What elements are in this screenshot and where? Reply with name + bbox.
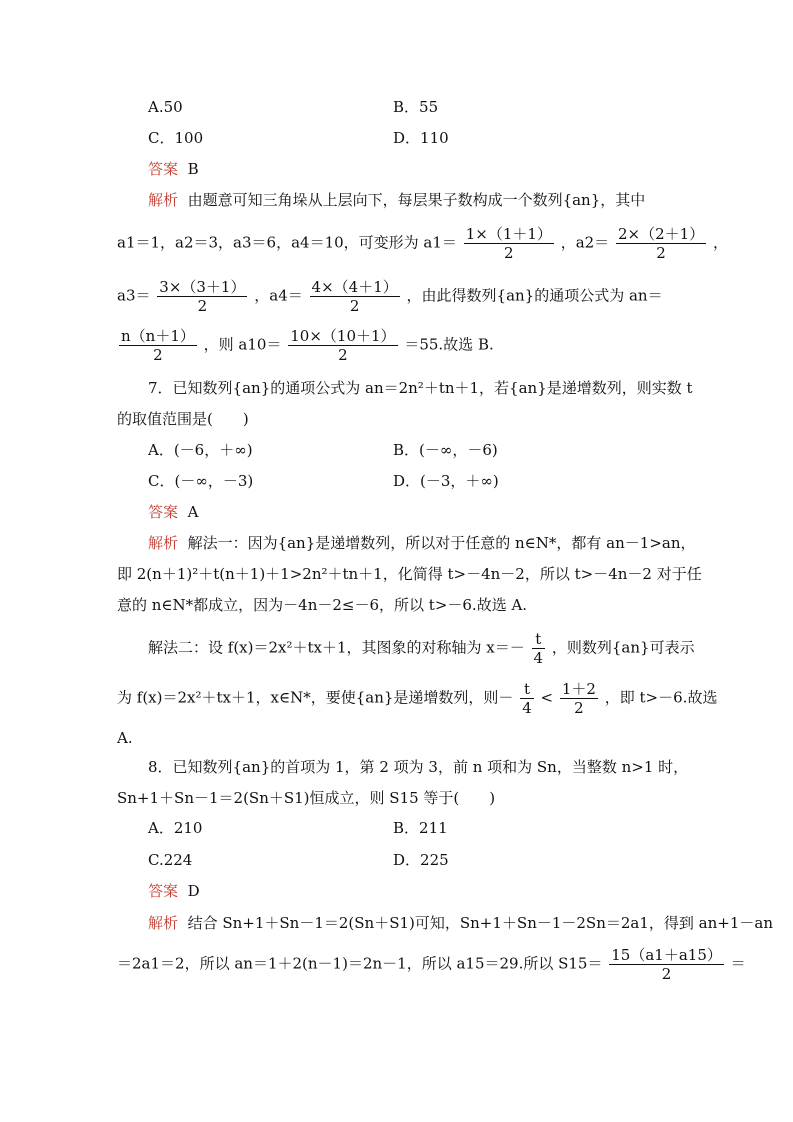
q8-stem-2: Sn+1＋Sn－1＝2(Sn＋S1)恒成立，则 S15 等于( ) — [117, 789, 496, 807]
q6-option-c: C．100 — [148, 129, 204, 147]
fraction: $\frac{3\times(3+1)}{2}$ — [159, 278, 246, 315]
fraction: $\frac{4\times(4+1)}{2}$ — [311, 278, 398, 315]
q6-option-a: A.50 — [148, 98, 183, 116]
analysis-text: 解法一：因为{an}是递增数列，所以对于任意的 n∈N*，都有 an－1>an， — [187, 534, 696, 552]
q6-answer — [148, 159, 199, 179]
q8-stem-1: 8．已知数列{an}的首项为 1，第 2 项为 3，前 n 项和为 Sn，当整数 n>1 时， — [148, 758, 689, 776]
answer-value: D — [187, 882, 200, 900]
analysis-text: a3＝ — [117, 286, 151, 305]
q6-analysis-line-2 — [117, 225, 728, 262]
answer-label: 答案 — [148, 160, 179, 178]
fraction: $\frac{1\times(1+1)}{2}$ — [465, 225, 552, 262]
analysis-text: 解法二：设 f(x)＝2x²＋tx＋1，其图象的对称轴为 x＝－ — [148, 638, 525, 657]
analysis-label: 解析 — [148, 914, 179, 932]
q7-option-b: B．(－∞，－6) — [393, 441, 498, 459]
fraction: $\frac{10\times(10+1)}{2}$ — [290, 327, 396, 364]
q8-option-b: B．211 — [393, 819, 448, 837]
q6-analysis-line-3 — [117, 278, 663, 315]
q7-option-a: A．(－6，＋∞) — [148, 441, 253, 459]
q7-analysis-line-3: 意的 n∈N*都成立，因为－4n－2≤－6，所以 t>－6.故选 A. — [117, 596, 528, 614]
fraction: $\frac{2\times(2+1)}{2}$ — [617, 225, 705, 262]
q8-option-c: C.224 — [148, 851, 193, 869]
q7-option-c: C．(－∞，－3) — [148, 472, 254, 490]
q8-option-a: A．210 — [148, 819, 203, 837]
analysis-text: 结合 Sn+1＋Sn－1＝2(Sn＋S1)可知，Sn+1＋Sn－1－2Sn＝2a1，得到 an+1－an — [187, 914, 773, 932]
fraction: $\frac{n(n+1)}{2}$ — [121, 327, 195, 364]
q7-option-d: D．(－3，＋∞) — [393, 472, 499, 490]
answer-label: 答案 — [148, 882, 179, 900]
q7-analysis-line-1 — [148, 533, 696, 553]
q7-method2-line-2 — [117, 680, 717, 717]
q8-analysis-line-2 — [117, 946, 746, 983]
q8-answer — [148, 881, 200, 901]
analysis-text: ，即 t>－6.故选 — [604, 688, 718, 707]
analysis-text: a1＝1，a2＝3，a3＝6，a4＝10，可变形为 a1＝ — [117, 233, 457, 252]
analysis-label: 解析 — [148, 534, 179, 552]
q6-option-b: B．55 — [393, 98, 439, 116]
fraction: $\frac{1+2}{2}$ — [561, 680, 596, 717]
analysis-text: ，a4＝ — [254, 286, 303, 305]
analysis-text: ，由此得数列{an}的通项公式为 an＝ — [406, 286, 663, 305]
analysis-text: ，则 a10＝ — [203, 335, 282, 354]
q7-stem-1: 7．已知数列{an}的通项公式为 an＝2n²＋tn＋1，若{an}是递增数列，则实数 t — [148, 379, 693, 397]
analysis-text: ＝ — [730, 954, 746, 973]
answer-value: B — [187, 160, 199, 178]
analysis-text: ，a2＝ — [560, 233, 610, 252]
q6-option-d: D．110 — [393, 129, 449, 147]
analysis-text: 为 f(x)＝2x²＋tx＋1，x∈N*，要使{an}是递增数列，则－ — [117, 688, 514, 707]
q6-analysis-line-1 — [148, 190, 645, 210]
analysis-text: ＝2a1＝2，所以 an＝1＋2(n－1)＝2n－1，所以 a15＝29.所以 S15＝ — [117, 954, 603, 973]
fraction: $\frac{15(a1+a15)}{2}$ — [611, 946, 722, 983]
analysis-text: < — [540, 688, 554, 707]
q7-analysis-line-2: 即 2(n＋1)²＋t(n＋1)＋1>2n²＋tn＋1，化简得 t>－4n－2，所以 t>－4n－2 对于任 — [117, 565, 702, 583]
analysis-text: ，则数列{an}可表示 — [551, 638, 695, 657]
fraction: $\frac{t}{4}$ — [533, 630, 544, 667]
answer-value: A — [187, 503, 199, 521]
analysis-text: 由题意可知三角垛从上层向下，每层果子数构成一个数列{an}，其中 — [187, 191, 646, 209]
q7-answer — [148, 502, 198, 522]
q6-analysis-line-4 — [117, 327, 494, 364]
q7-stem-2: 的取值范围是( ) — [117, 410, 249, 428]
answer-label: 答案 — [148, 503, 179, 521]
q7-method2-line-3: A. — [117, 729, 133, 747]
q7-method2-line-1 — [148, 630, 695, 667]
analysis-text: ， — [712, 233, 728, 252]
analysis-label: 解析 — [148, 191, 179, 209]
q8-analysis-line-1 — [148, 913, 773, 933]
fraction: $\frac{t}{4}$ — [522, 680, 532, 717]
q8-option-d: D．225 — [393, 851, 449, 869]
analysis-text: ＝55.故选 B. — [404, 335, 494, 354]
